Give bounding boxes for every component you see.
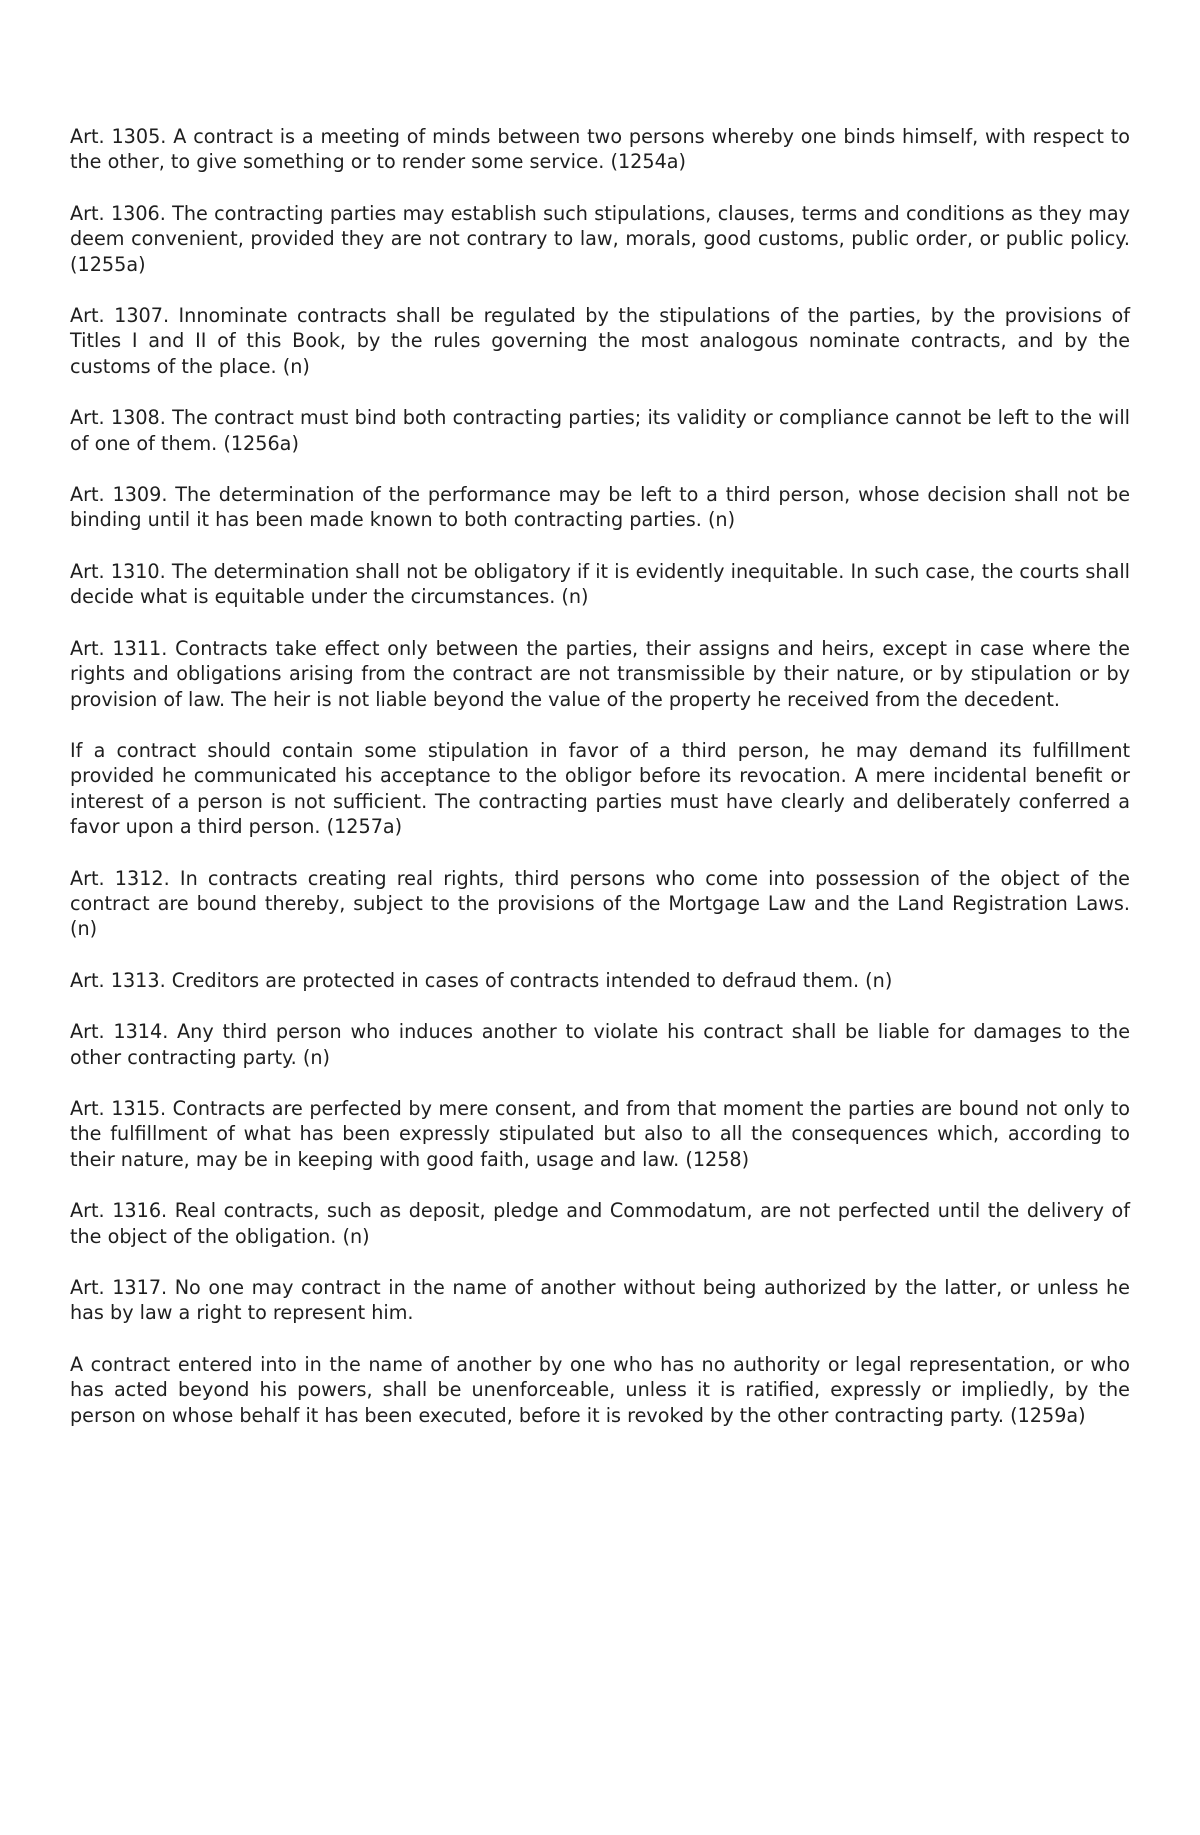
- article-1314-paragraph: Art. 1314. Any third person who induces another to violate his contract shall be liable for damages to the other contracting party. (n): [70, 1020, 1130, 1069]
- article-1306-paragraph: Art. 1306. The contracting parties may establish such stipulations, clauses, terms and conditions as they may deem convenient, provided they are not contrary to law, morals, good customs, public order, or public policy. (1255a): [70, 201, 1130, 276]
- article-1315-paragraph: Art. 1315. Contracts are perfected by mere consent, and from that moment the parties are bound not only to the fulfillment of what has been expressly stipulated but also to all the consequences which, according to their nature, may be in keeping with good faith, usage and law. (1258): [70, 1096, 1130, 1171]
- article-1310-paragraph: Art. 1310. The determination shall not be obligatory if it is evidently inequitable. In such case, the courts shall decide what is equitable under the circumstances. (n): [70, 559, 1130, 609]
- article-1313-paragraph: Art. 1313. Creditors are protected in cases of contracts intended to defraud them. (n): [70, 968, 893, 992]
- article-1309-paragraph: Art. 1309. The determination of the performance may be left to a third person, whose decision shall not be binding until it has been made known to both contracting parties. (n): [70, 483, 1130, 532]
- article-1316-paragraph: Art. 1316. Real contracts, such as deposit, pledge and Commodatum, are not perfected until the delivery of the object of the obligation. (n): [70, 1199, 1130, 1248]
- document-page: [70, 124, 1130, 1454]
- article-1317-second-paragraph: A contract entered into in the name of another by one who has no authority or legal representation, or who has acted beyond his powers, shall be unenforceable, unless it is ratified, expressly or impliedly, by the person on whose behalf it has been executed, before it is revoked by the other contracting party. (1259a): [70, 1352, 1130, 1427]
- article-1307-paragraph: Art. 1307. Innominate contracts shall be regulated by the stipulations of the parties, by the provisions of Titles I and II of this Book, by the rules governing the most analogous nominate contracts, and by the customs of the place. (n): [70, 304, 1130, 378]
- article-1311-paragraph: Art. 1311. Contracts take effect only between the parties, their assigns and heirs, except in case where the rights and obligations arising from the contract are not transmissible by their nature, or by stipulation or by provision of law. The heir is not liable beyond the value of the property he received from the decedent.: [70, 636, 1130, 711]
- article-1305-paragraph: Art. 1305. A contract is a meeting of minds between two persons whereby one binds himself, with respect to the other, to give something or to render some service. (1254a): [70, 125, 1130, 174]
- article-1312-paragraph: Art. 1312. In contracts creating real rights, third persons who come into possession of the object of the contract are bound thereby, subject to the provisions of the Mortgage Law and the Land Registration Laws. (n): [70, 866, 1130, 941]
- article-1308-paragraph: Art. 1308. The contract must bind both contracting parties; its validity or compliance cannot be left to the will of one of them. (1256a): [70, 406, 1130, 455]
- article-1311-second-paragraph: If a contract should contain some stipulation in favor of a third person, he may demand its fulfillment provided he communicated his acceptance to the obligor before its revocation. A mere incidental benefit or interest of a person is not sufficient. The contracting parties must have clearly and deliberately conferred a favor upon a third person. (1257a): [70, 738, 1130, 839]
- article-1317-paragraph: Art. 1317. No one may contract in the name of another without being authorized by the latter, or unless he has by law a right to represent him.: [70, 1276, 1130, 1325]
